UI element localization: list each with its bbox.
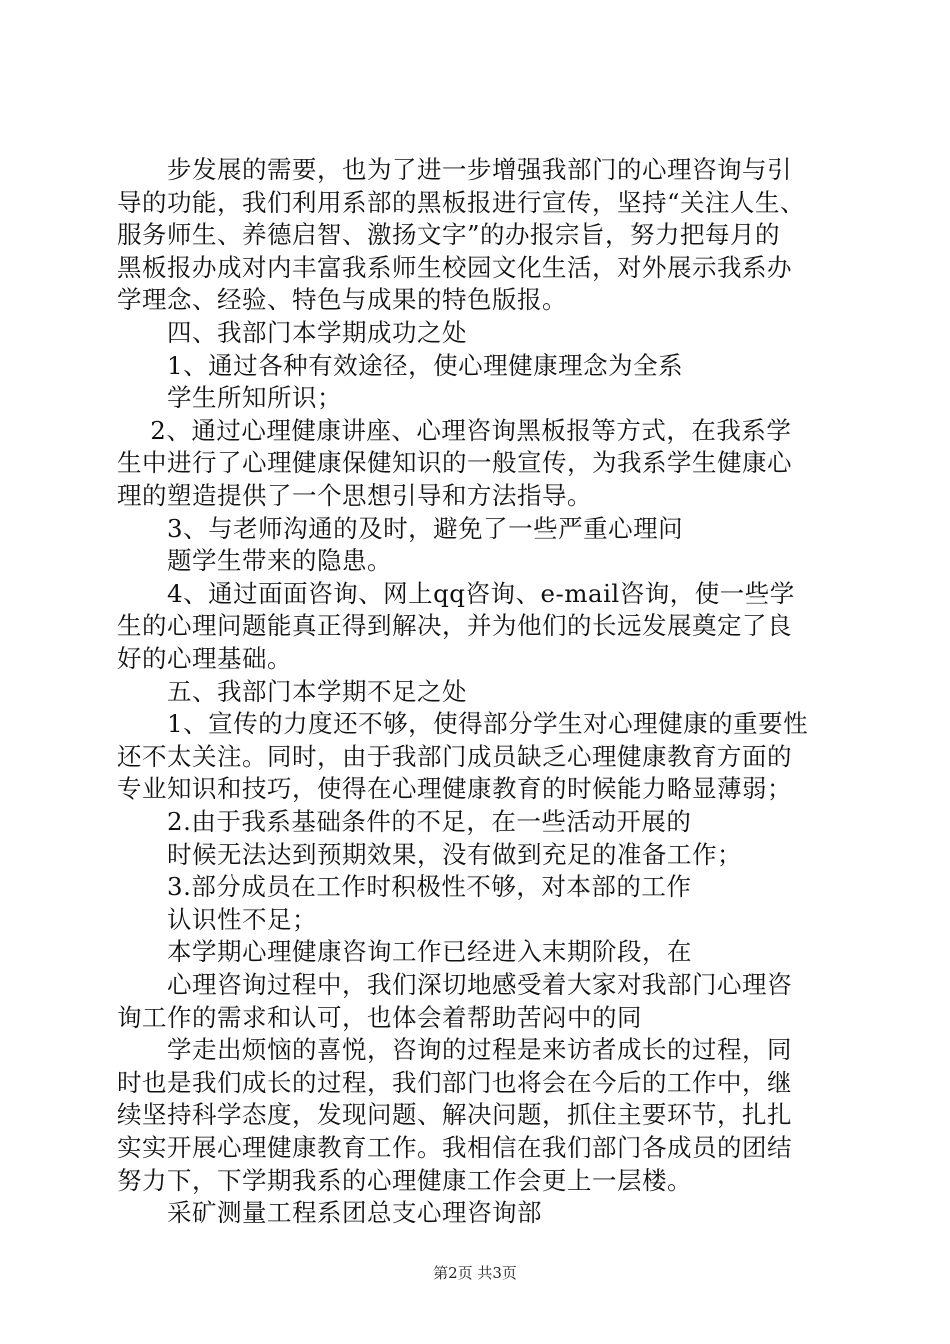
section-heading-4: 四、我部门本学期成功之处 (117, 318, 467, 347)
text-line-23: 3.部分成员在工作时积极性不够，对本部的工作 (117, 872, 692, 902)
text-line-25: 本学期心理健康咨询工作已经进入末期阶段，在 (117, 937, 692, 967)
text-line-32: 努力下，下学期我系的心理健康工作会更上一层楼。 (117, 1165, 692, 1195)
text-line-1: 步发展的需要，也为了进一步增强我部门的心理咨询与引 (117, 155, 792, 184)
text-line-2: 导的功能，我们利用系部的黑板报进行宣传，坚持“关注人生、 (117, 187, 806, 217)
text-line-26: 心理咨询过程中，我们深切地感受着大家对我部门心理咨 (117, 970, 792, 999)
text-line-8: 学生所知所识； (117, 383, 342, 413)
section-heading-5: 五、我部门本学期不足之处 (117, 676, 467, 706)
text-line-14: 4、通过面面咨询、网上qq咨询、e-mail咨询，使一些学 (117, 578, 795, 608)
text-line-5: 学理念、经验、特色与成果的特色版报。 (117, 285, 567, 315)
text-line-12: 3、与老师沟通的及时，避免了一些严重心理问 (117, 513, 684, 543)
text-line-11: 理的塑造提供了一个思想引导和方法指导。 (117, 481, 592, 510)
text-line-4: 黑板报办成对内丰富我系师生校园文化生活，对外展示我系办 (117, 252, 792, 282)
text-line-21: 2.由于我系基础条件的不足，在一些活动开展的 (117, 807, 692, 836)
text-line-13: 题学生带来的隐患。 (117, 546, 392, 576)
page-footer: 第2页 共3页 (433, 1264, 517, 1282)
text-line-20: 专业知识和技巧，使得在心理健康教育的时候能力略显薄弱； (117, 774, 792, 804)
text-line-19: 还不太关注。同时，由于我部门成员缺乏心理健康教育方面的 (117, 741, 792, 771)
text-line-22: 时候无法达到预期效果，没有做到充足的准备工作； (117, 839, 742, 869)
text-line-16: 好的心理基础。 (117, 644, 292, 673)
text-line-10: 生中进行了心理健康保健知识的一般宣传，为我系学生健康心 (117, 448, 792, 478)
text-line-24: 认识性不足； (117, 904, 317, 934)
signature-line: 采矿测量工程系团总支心理咨询部 (117, 1198, 542, 1228)
text-line-3: 服务师生、养德启智、激扬文字”的办报宗旨，努力把每月的 (117, 220, 781, 250)
text-line-27: 询工作的需求和认可，也体会着帮助苦闷中的同 (117, 1002, 642, 1032)
text-line-9: 2、通过心理健康讲座、心理咨询黑板报等方式，在我系学 (117, 415, 792, 445)
text-line-28: 学走出烦恼的喜悦，咨询的过程是来访者成长的过程，同 (117, 1035, 792, 1065)
text-line-18: 1、宣传的力度还不够，使得部分学生对心理健康的重要性 (117, 709, 809, 739)
text-line-7: 1、通过各种有效途径，使心理健康理念为全系 (117, 350, 684, 380)
text-line-15: 生的心理问题能真正得到解决，并为他们的长远发展奠定了良 (117, 611, 792, 641)
text-line-31: 实实开展心理健康教育工作。我相信在我们部门各成员的团结 (117, 1133, 792, 1162)
text-line-30: 续坚持科学态度，发现问题、解决问题，抓住主要环节，扎扎 (117, 1100, 792, 1130)
text-line-29: 时也是我们成长的过程，我们部门也将会在今后的工作中，继 (117, 1067, 792, 1097)
